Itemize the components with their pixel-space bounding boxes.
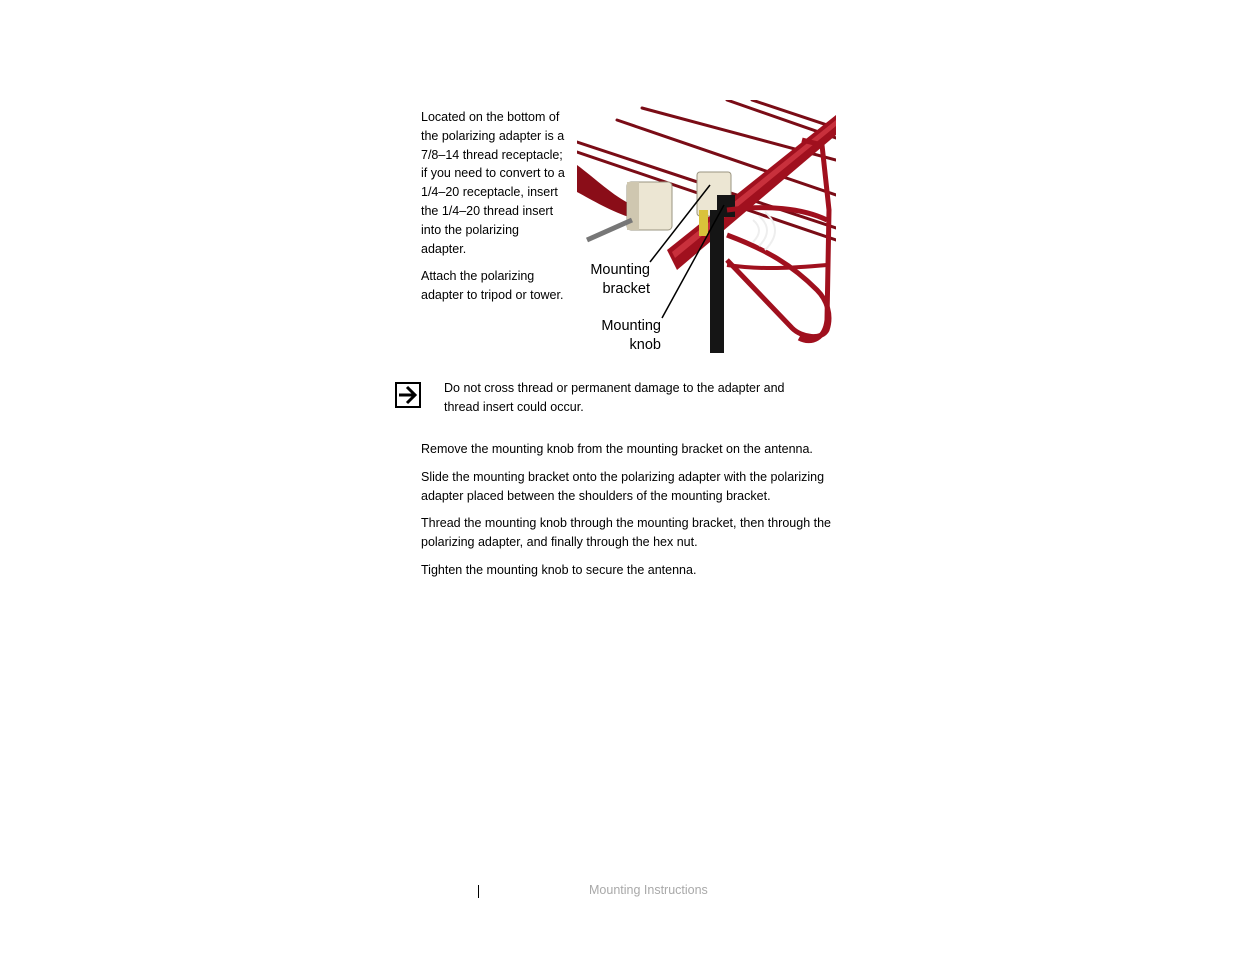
reflector-frame	[727, 235, 829, 337]
step-2: Slide the mounting bracket onto the polarizing adapter with the polarizing adapter placed between the shoulders of the mounting bracket.	[421, 469, 825, 503]
reflector-frame-outer	[799, 140, 829, 341]
insert-yellow	[699, 210, 708, 236]
step-3: Thread the mounting knob through the mounting bracket, then through the polarizing adapter, and finally through the hex nut.	[421, 516, 831, 550]
mast	[710, 210, 724, 353]
procedure-steps	[421, 440, 841, 589]
antenna-illustration	[577, 100, 836, 353]
callout-mounting-bracket	[585, 261, 650, 298]
intro-paragraph-1: Located on the bottom of the polarizing adapter is a 7/8–14 thread receptacle; if you need to convert to a 1/4–20 receptacle, insert the 1/4–20 thread insert into the polarizing adapter.	[421, 110, 565, 256]
callout-mounting-knob	[593, 317, 661, 353]
note-callout	[394, 379, 844, 419]
callout-knob-line-1: Mounting	[601, 318, 661, 334]
footer-divider	[478, 885, 479, 898]
reflector-bar	[727, 265, 827, 268]
callout-knob-line-2: knob	[629, 336, 661, 353]
thread-rod	[587, 220, 632, 240]
support-arm	[577, 165, 632, 218]
footer-title: Mounting Instructions	[589, 883, 708, 897]
arrow-right-icon	[395, 382, 421, 408]
step-1: Remove the mounting knob from the mounting bracket on the antenna.	[421, 442, 813, 456]
callout-bracket-line-2: bracket	[602, 280, 650, 297]
intro-text	[421, 108, 566, 314]
antenna-mounting-figure	[577, 100, 836, 353]
intro-paragraph-2: Attach the polarizing adapter to tripod or tower.	[421, 269, 564, 303]
step-4: Tighten the mounting knob to secure the antenna.	[421, 562, 697, 577]
callout-bracket-line-1: Mounting	[590, 262, 650, 278]
note-text: Do not cross thread or permanent damage to the adapter and thread insert could occur.	[444, 381, 785, 414]
